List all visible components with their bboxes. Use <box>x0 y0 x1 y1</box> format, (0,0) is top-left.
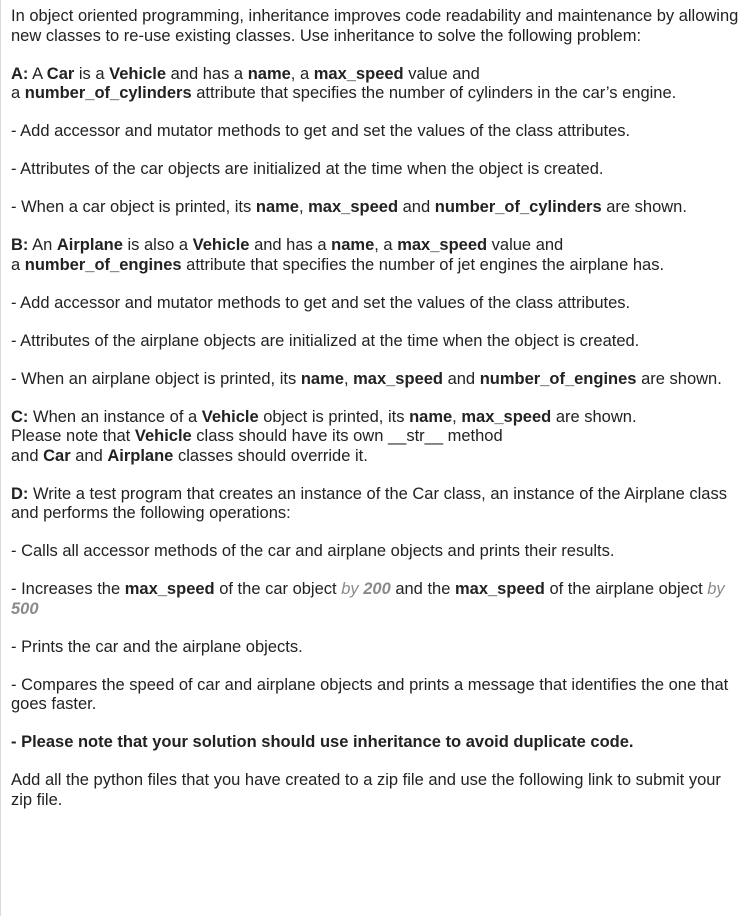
part-c-description: C: When an instance of a Vehicle object is printed, its name, max_speed are shown. Please note that Vehicle class should have its own __str__ method and Car and Airplane classes should override it. <box>11 407 637 465</box>
intro-paragraph: In object oriented programming, inheritance improves code readability and maintenance by allowing new classes to re-use existing classes. Use inheritance to solve the following problem: <box>11 7 739 45</box>
part-a-bullet-print: - When a car object is printed, its name, max_speed and number_of_cylinders are shown. <box>11 198 687 216</box>
part-b-bullet-init: - Attributes of the airplane objects are initialized at the time when the object is created. <box>11 331 640 350</box>
part-b-description: B: An Airplane is also a Vehicle and has a name, a max_speed value and a number_of_engines attribute that specifies the number of jet engines the airplane has. <box>11 236 665 274</box>
part-a-description: A: A Car is a Vehicle and has a name, a max_speed value and a number_of_cylinders attribute that specifies the number of cylinders in the car’s engine. <box>11 64 677 102</box>
assignment-text <box>11 7 739 829</box>
part-d-bullet-inheritance-note: - Please note that your solution should use inheritance to avoid duplicate code. <box>11 733 634 751</box>
part-c-label: C: <box>11 407 29 426</box>
part-b-label: B: <box>11 236 29 254</box>
part-d-label: D: <box>11 484 29 503</box>
part-b-bullet-print: - When an airplane object is printed, its name, max_speed and number_of_engines are shown. <box>11 369 722 388</box>
part-d-bullet-increase-speed: - Increases the max_speed of the car object by 200 and the max_speed of the airplane object by 500 <box>11 580 725 618</box>
part-a-bullet-accessors: - Add accessor and mutator methods to get and set the values of the class attributes. <box>11 122 631 140</box>
part-b-bullet-accessors: - Add accessor and mutator methods to get and set the values of the class attributes. <box>11 293 631 312</box>
part-d-bullet-print: - Prints the car and the airplane objects. <box>11 637 303 656</box>
part-d-bullet-accessors: - Calls all accessor methods of the car and airplane objects and prints their results. <box>11 542 615 560</box>
part-a-bullet-init: - Attributes of the car objects are initialized at the time when the object is created. <box>11 160 604 178</box>
part-d-description: D: Write a test program that creates an instance of the Car class, an instance of the Airplane class and performs the following operations: <box>11 484 727 522</box>
closing-paragraph: Add all the python files that you have created to a zip file and use the following link to submit your zip file. <box>11 771 721 809</box>
part-d-bullet-compare: - Compares the speed of car and airplane objects and prints a message that identifies the one that goes faster. <box>11 675 729 713</box>
part-a-label: A: <box>11 64 29 83</box>
